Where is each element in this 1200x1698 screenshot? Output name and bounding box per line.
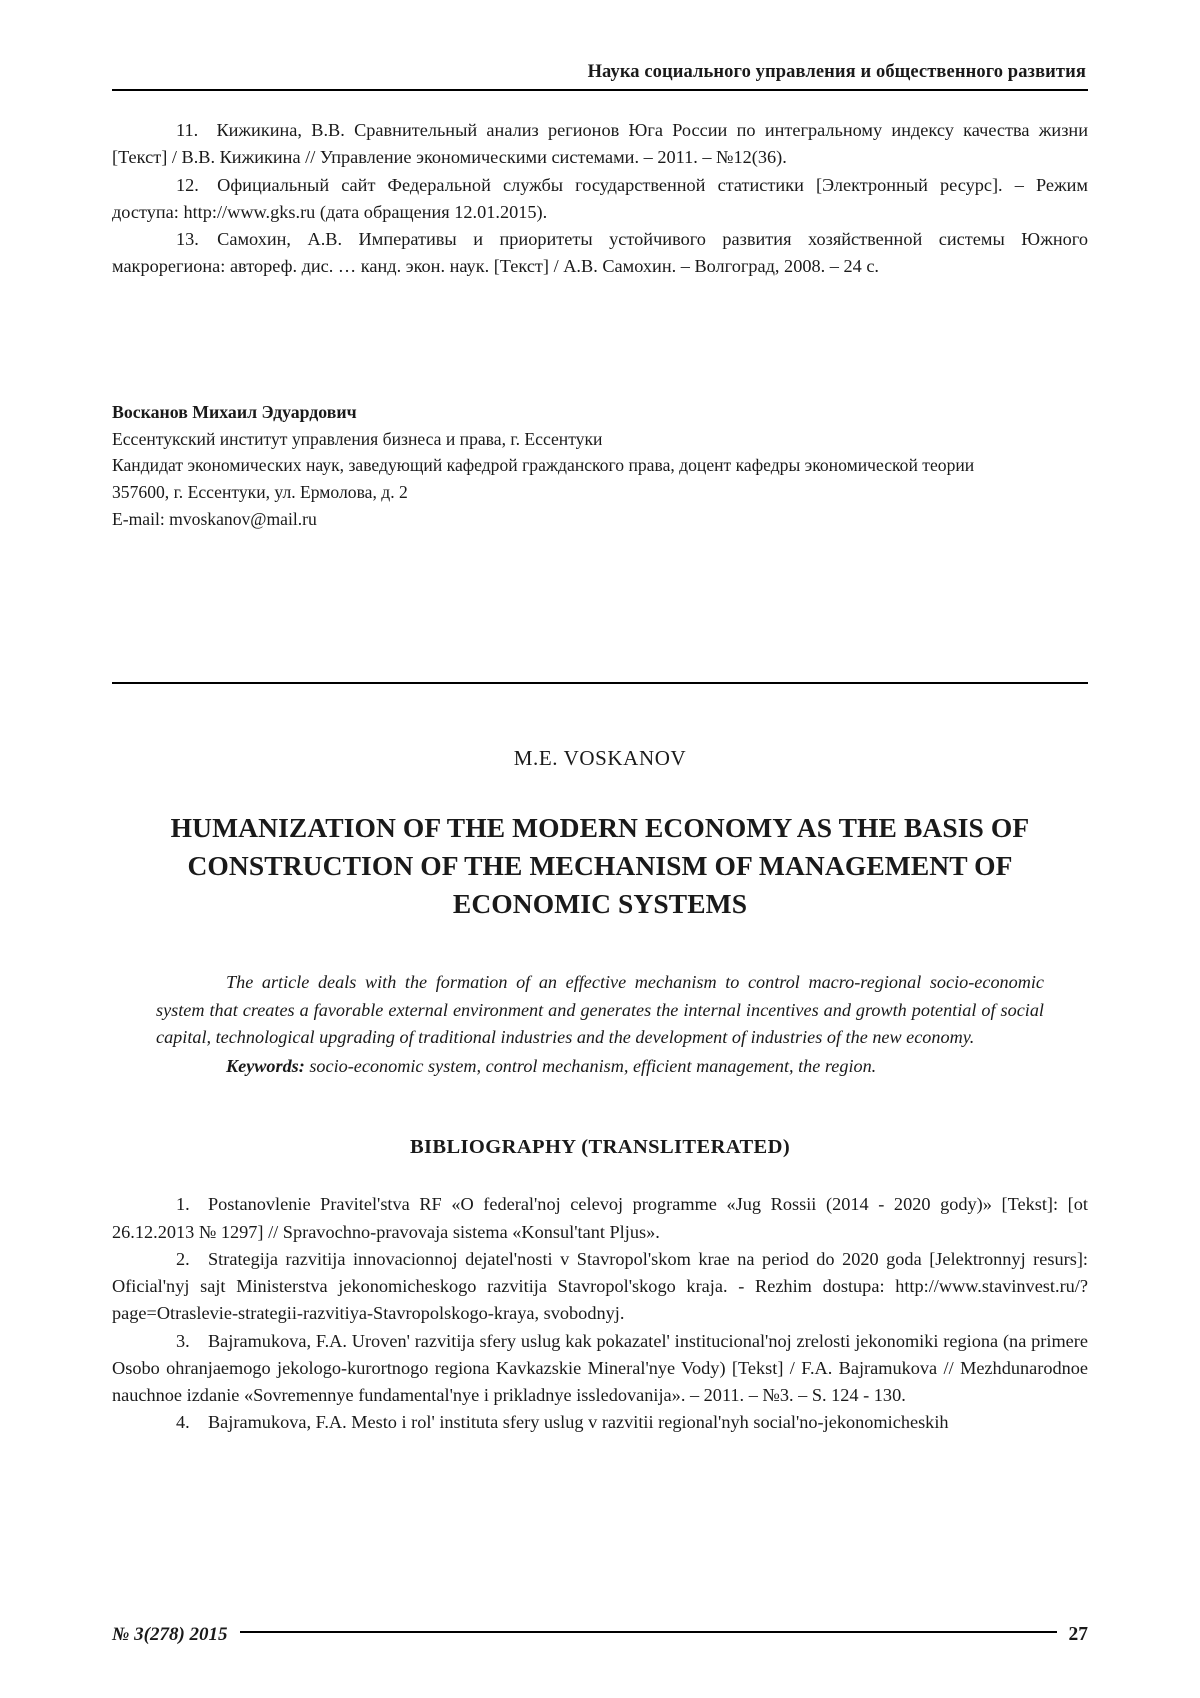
reference-item: 3. Bajramukova, F.A. Uroven' razvitija sfery uslug kak pokazatel' institucional'noj zrelosti jekonomiki regiona (na primere Osobo ohranjaemogo jekologo-kurortnogo regiona Kavkazskie Mineral'nye Vody) [Tekst] / F.A. Bajramukova // Mezhdunarodnoe nauchnoe izdanie «Sovremennye fundamental'nye i prikladnye issledovanija». – 2011. – №3. – S. 124 - 130. (112, 1330, 1088, 1406)
author-position: Кандидат экономических наук, заведующий кафедрой гражданского права, доцент кафедры экономической теории (112, 455, 975, 476)
reference-item: 13. Самохин, А.В. Императивы и приоритеты устойчивого развития хозяйственной системы Южного макрорегиона: автореф. дис. … канд. экон. наук. [Текст] / А.В. Самохин. – Волгоград, 2008. – 24 с. (112, 229, 1088, 277)
reference-item: 11. Кижикина, В.В. Сравнительный анализ регионов Юга России по интегральному индексу качества жизни [Текст] / В.В. Кижикина // Управление экономическими системами. – 2011. – №12(36). (112, 120, 1088, 168)
russian-reference-list (112, 117, 1088, 281)
english-author-name: M.E. VOSKANOV (513, 746, 687, 771)
page-footer (112, 1624, 1088, 1646)
reference-item: 1. Postanovlenie Pravitel'stva RF «O federal'noj celevoj programme «Jug Rossii (2014 - 2020 gody)» [Tekst]: [ot 26.12.2013 № 1297] // Spravochno-pravovaja sistema «Konsul'tant Pljus». (112, 1194, 1088, 1242)
keywords-text: socio-economic system, control mechanism, efficient management, the region. (304, 1056, 877, 1077)
transliterated-reference-list (112, 1191, 1088, 1436)
header-rule (112, 89, 1088, 91)
author-email: E-mail: mvoskanov@mail.ru (112, 508, 317, 529)
author-affiliation: Ессентукский институт управления бизнеса и права, г. Ессентуки (112, 428, 603, 449)
section-divider (112, 682, 1088, 684)
keywords-label: Keywords: (226, 1056, 305, 1077)
abstract-text: The article deals with the formation of an effective mechanism to control macro-regional socio-economic system that creates a favorable external environment and generates the internal incentives and growth potential of social capital, technological upgrading of traditional industries and the development of industries of the new economy. (156, 972, 1044, 1047)
reference-item: 12. Официальный сайт Федеральной службы государственной статистики [Электронный ресурс]. – Режим доступа: http://www.gks.ru (дата обращения 12.01.2015). (112, 174, 1088, 222)
page-number: 27 (1068, 1624, 1088, 1645)
reference-item: 2. Strategija razvitija innovacionnoj dejatel'nosti v Stavropol'skom krae na period do 2020 goda [Jelektronnyj resurs]: Oficial'nyj sajt Ministerstva jekonomicheskogo razvitija Stavropol'skogo kraja. - Rezhim dostupa: http://www.stavinvest.ru/?page=Otraslevie-strategii-razvitiya-Stavropolskogo-kraya, svobodnyj. (112, 1248, 1088, 1324)
author-info-block (112, 399, 1088, 533)
bibliography-heading: BIBLIOGRAPHY (TRANSLITERATED) (409, 1136, 791, 1159)
issue-label: № 3(278) 2015 (112, 1624, 228, 1645)
author-address: 357600, г. Ессентуки, ул. Ермолова, д. 2 (112, 482, 408, 503)
article-title: HUMANIZATION OF THE MODERN ECONOMY AS THE BASIS OF CONSTRUCTION OF THE MECHANISM OF MANAGEMENT OF ECONOMIC SYSTEMS (170, 812, 1030, 920)
reference-item: 4. Bajramukova, F.A. Mesto i rol' instituta sfery uslug v razvitii regional'nyh social'no-jekonomicheskih (176, 1412, 949, 1433)
running-head: Наука социального управления и общественного развития (587, 62, 1086, 82)
footer-rule (240, 1631, 1057, 1633)
author-name: Восканов Михаил Эдуардович (112, 401, 357, 422)
keywords-line (112, 1053, 1088, 1080)
